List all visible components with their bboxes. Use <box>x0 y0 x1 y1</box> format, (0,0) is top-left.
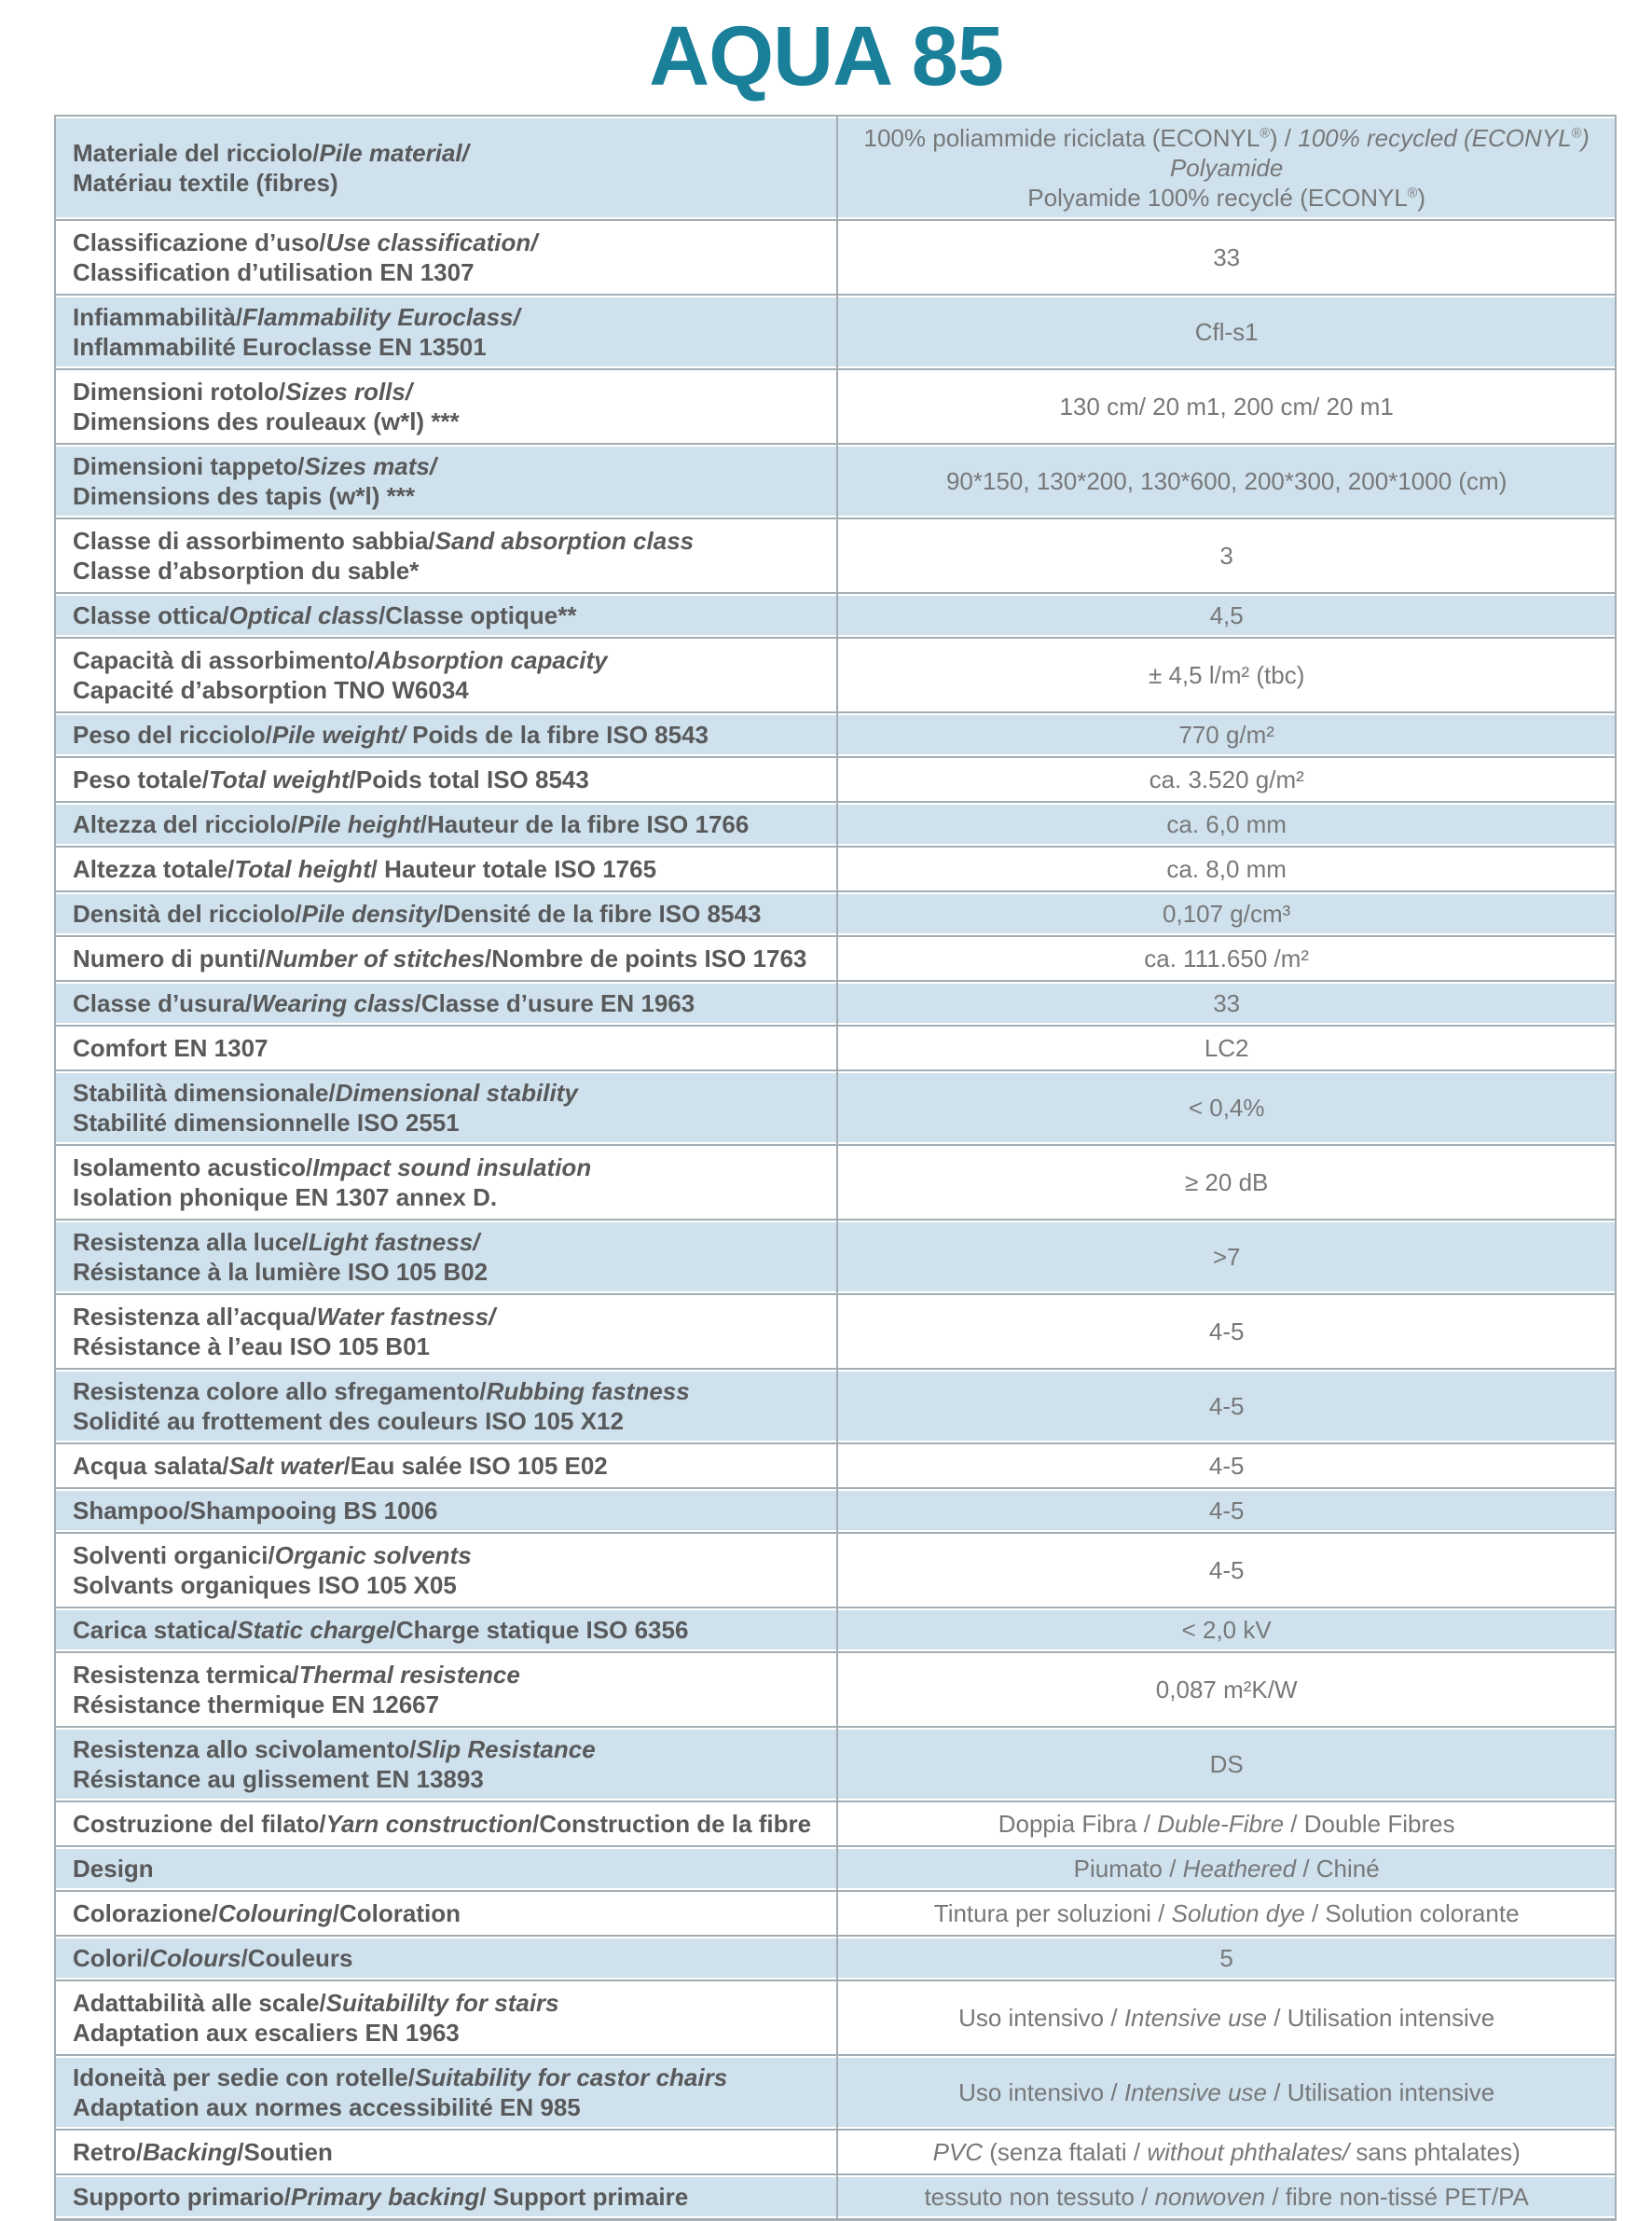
row-label <box>56 1146 838 1219</box>
table-row <box>56 2054 1615 2129</box>
row-value-line: 33 <box>1213 989 1241 1017</box>
row-label-line: Shampoo/Shampooing BS 1006 <box>73 1497 438 1524</box>
table-row <box>56 1726 1615 1800</box>
row-label <box>56 1071 838 1144</box>
row-value <box>838 982 1615 1025</box>
row-value-line: Uso intensivo / Intensive use / Utilisation intensive <box>958 2004 1495 2032</box>
row-label-line: Adattabilità alle scale/Suitabililty for stairs <box>73 1989 559 2017</box>
row-label-line: Classificazione d’uso/Use classification/ <box>73 228 538 256</box>
row-value-line: 4-5 <box>1208 1497 1245 1524</box>
table-row <box>56 1487 1615 1532</box>
page-title: AQUA 85 <box>649 10 1003 103</box>
row-label <box>56 445 838 517</box>
row-value <box>838 1444 1615 1487</box>
row-label-line: Inflammabilité Euroclasse EN 13501 <box>73 333 487 361</box>
row-value-line: ca. 6,0 mm <box>1166 810 1287 838</box>
row-value-line: ca. 8,0 mm <box>1166 855 1287 883</box>
row-value-line: 130 cm/ 20 m1, 200 cm/ 20 m1 <box>1059 393 1394 421</box>
table-row <box>56 117 1615 219</box>
row-label-line: Idoneità per sedie con rotelle/Suitability for castor chairs <box>73 2063 728 2091</box>
row-value <box>838 2056 1615 2129</box>
row-label <box>56 1608 838 1651</box>
table-row <box>56 846 1615 890</box>
row-label-line: Classe d’usura/Wearing class/Classe d’usure EN 1963 <box>73 989 695 1017</box>
row-label-line: Colori/Colours/Couleurs <box>73 1944 353 1972</box>
row-label <box>56 117 838 219</box>
table-row <box>56 1651 1615 1726</box>
row-value <box>838 1071 1615 1144</box>
row-label <box>56 1937 838 1980</box>
row-value <box>838 1608 1615 1651</box>
row-value-line: >7 <box>1212 1243 1241 1271</box>
row-label-line: Classe di assorbimento sabbia/Sand absorption class <box>73 527 695 555</box>
row-value-line: 0,107 g/cm³ <box>1163 900 1291 928</box>
row-value-line: 4-5 <box>1208 1392 1245 1420</box>
row-label <box>56 1295 838 1368</box>
row-label-line: Stabilité dimensionnelle ISO 2551 <box>73 1109 460 1137</box>
table-row <box>56 1607 1615 1651</box>
table-row <box>56 1980 1615 2054</box>
row-value <box>838 848 1615 890</box>
row-label-line: Capacità di assorbimento/Absorption capacity <box>73 646 608 674</box>
row-value <box>838 1370 1615 1442</box>
row-value <box>838 1534 1615 1607</box>
row-value <box>838 2131 1615 2173</box>
row-label-line: Solidité au frottement des couleurs ISO 105 X12 <box>73 1407 624 1435</box>
row-value-line: 4-5 <box>1208 1556 1245 1584</box>
row-value <box>838 1146 1615 1219</box>
row-value-line: 4-5 <box>1208 1452 1245 1480</box>
row-label-line: Solventi organici/Organic solvents <box>73 1541 472 1569</box>
row-value <box>838 296 1615 368</box>
row-value-line: LC2 <box>1204 1034 1249 1062</box>
row-label <box>56 1728 838 1800</box>
table-row <box>56 1219 1615 1293</box>
row-value <box>838 445 1615 517</box>
row-label <box>56 2175 838 2218</box>
table-row <box>56 756 1615 801</box>
row-label-line: Dimensions des tapis (w*l) *** <box>73 482 415 510</box>
row-value-line: < 2,0 kV <box>1181 1616 1272 1644</box>
row-label-line: Altezza totale/Total height/ Hauteur totale ISO 1765 <box>73 855 657 883</box>
row-label-line: Altezza del ricciolo/Pile height/Hauteur de la fibre ISO 1766 <box>73 810 750 838</box>
row-label-line: Materiale del ricciolo/Pile material/ <box>73 139 469 167</box>
table-row <box>56 1368 1615 1442</box>
table-row <box>56 2173 1615 2218</box>
row-label-line: Capacité d’absorption TNO W6034 <box>73 676 469 704</box>
row-label <box>56 937 838 980</box>
row-value-line: DS <box>1209 1750 1244 1778</box>
row-label-line: Stabilità dimensionale/Dimensional stability <box>73 1079 578 1107</box>
row-label <box>56 1981 838 2054</box>
row-value <box>838 1802 1615 1845</box>
row-value <box>838 1489 1615 1532</box>
row-label-line: Dimensioni tappeto/Sizes mats/ <box>73 452 437 480</box>
row-label <box>56 848 838 890</box>
table-row <box>56 1442 1615 1487</box>
row-value <box>838 1847 1615 1890</box>
row-value <box>838 713 1615 756</box>
row-label-line: Isolamento acustico/Impact sound insulation <box>73 1153 592 1181</box>
row-label <box>56 2056 838 2129</box>
row-label-line: Classe ottica/Optical class/Classe optique** <box>73 601 577 629</box>
row-value <box>838 639 1615 711</box>
row-value-line: 770 g/m² <box>1178 721 1274 749</box>
row-label-line: Infiammabilità/Flammability Euroclass/ <box>73 303 520 331</box>
row-value <box>838 1728 1615 1800</box>
row-label-line: Acqua salata/Salt water/Eau salée ISO 105 E02 <box>73 1452 608 1480</box>
table-row <box>56 1293 1615 1368</box>
row-label <box>56 2131 838 2173</box>
table-row <box>56 890 1615 935</box>
row-label-line: Matériau textile (fibres) <box>73 169 338 197</box>
row-value <box>838 117 1615 219</box>
row-label <box>56 1653 838 1726</box>
row-label-line: Retro/Backing/Soutien <box>73 2138 333 2166</box>
row-value-line: 0,087 m²K/W <box>1155 1676 1298 1704</box>
row-value <box>838 937 1615 980</box>
table-row <box>56 368 1615 443</box>
row-label <box>56 221 838 294</box>
row-label-line: Dimensions des rouleaux (w*l) *** <box>73 407 460 435</box>
row-value <box>838 370 1615 443</box>
row-label <box>56 1847 838 1890</box>
row-value <box>838 2175 1615 2218</box>
row-label-line: Densità del ricciolo/Pile density/Densité de la fibre ISO 8543 <box>73 900 762 928</box>
row-value <box>838 1981 1615 2054</box>
row-value <box>838 803 1615 846</box>
row-value <box>838 1027 1615 1069</box>
table-row <box>56 1890 1615 1935</box>
row-label-line: Résistance à la lumière ISO 105 B02 <box>73 1258 489 1286</box>
table-row <box>56 219 1615 294</box>
row-value <box>838 221 1615 294</box>
row-value-line: Cfl-s1 <box>1194 318 1259 346</box>
row-value-line: ca. 3.520 g/m² <box>1149 766 1304 793</box>
row-value-line: Piumato / Heathered / Chiné <box>1073 1855 1380 1883</box>
row-value <box>838 519 1615 592</box>
row-label-line: Peso totale/Total weight/Poids total ISO 8543 <box>73 766 589 793</box>
row-label <box>56 1370 838 1442</box>
row-value <box>838 1221 1615 1293</box>
row-value <box>838 892 1615 935</box>
row-value-line: < 0,4% <box>1188 1094 1265 1122</box>
row-value-line: 33 <box>1213 243 1241 271</box>
table-row <box>56 711 1615 756</box>
row-label <box>56 1489 838 1532</box>
row-label-line: Comfort EN 1307 <box>73 1034 268 1062</box>
row-value-line: Uso intensivo / Intensive use / Utilisation intensive <box>958 2078 1495 2106</box>
row-value <box>838 1937 1615 1980</box>
row-value <box>838 758 1615 801</box>
table-row <box>56 1025 1615 1069</box>
row-label-line: Resistenza colore allo sfregamento/Rubbing fastness <box>73 1377 690 1405</box>
row-value <box>838 594 1615 637</box>
row-label-line: Adaptation aux normes accessibilité EN 985 <box>73 2093 581 2121</box>
row-value-line: 100% poliammide riciclata (ECONYL®) / 100% recycled (ECONYL®) Polyamide <box>863 124 1590 182</box>
row-label-line: Isolation phonique EN 1307 annex D. <box>73 1183 498 1211</box>
row-label-line: Resistenza termica/Thermal resistence <box>73 1661 520 1689</box>
row-label-line: Adaptation aux escaliers EN 1963 <box>73 2019 460 2047</box>
row-value-line: 4-5 <box>1208 1317 1245 1345</box>
table-row <box>56 1069 1615 1144</box>
row-value <box>838 1653 1615 1726</box>
table-row <box>56 801 1615 846</box>
row-label <box>56 803 838 846</box>
row-label <box>56 1802 838 1845</box>
table-row <box>56 517 1615 592</box>
row-label <box>56 296 838 368</box>
row-label-line: Dimensioni rotolo/Sizes rolls/ <box>73 378 413 406</box>
row-value-line: ≥ 20 dB <box>1184 1168 1269 1196</box>
row-value-line: Polyamide 100% recyclé (ECONYL®) <box>1027 184 1426 212</box>
row-value-line: PVC (senza ftalati / without phthalates/ sans phtalates) <box>932 2138 1521 2166</box>
row-value-line: 90*150, 130*200, 130*600, 200*300, 200*1000 (cm) <box>945 467 1507 495</box>
row-label-line: Solvants organiques ISO 105 X05 <box>73 1571 457 1599</box>
table-row <box>56 1800 1615 1845</box>
row-label-line: Resistenza alla luce/Light fastness/ <box>73 1228 480 1256</box>
row-label-line: Resistenza allo scivolamento/Slip Resistance <box>73 1735 596 1763</box>
row-value-line: 5 <box>1219 1944 1233 1972</box>
table-row <box>56 1532 1615 1607</box>
row-label-line: Numero di punti/Number of stitches/Nombre de points ISO 1763 <box>73 945 807 973</box>
row-label-line: Design <box>73 1855 154 1883</box>
row-label <box>56 713 838 756</box>
row-value-line: Tintura per soluzioni / Solution dye / Solution colorante <box>933 1899 1520 1927</box>
row-label-line: Colorazione/Colouring/Coloration <box>73 1899 461 1927</box>
row-label-line: Peso del ricciolo/Pile weight/ Poids de la fibre ISO 8543 <box>73 721 709 749</box>
row-value-line: 3 <box>1219 542 1233 570</box>
table-row <box>56 1935 1615 1980</box>
row-label-line: Résistance au glissement EN 13893 <box>73 1765 484 1793</box>
table-row <box>56 1144 1615 1219</box>
row-label-line: Résistance thermique EN 12667 <box>73 1690 440 1718</box>
row-label <box>56 1221 838 1293</box>
row-label <box>56 1534 838 1607</box>
row-label <box>56 594 838 637</box>
row-label <box>56 1892 838 1935</box>
row-label-line: Résistance à l’eau ISO 105 B01 <box>73 1332 430 1360</box>
row-label <box>56 758 838 801</box>
row-value-line: ca. 111.650 /m² <box>1144 945 1310 973</box>
row-label <box>56 1027 838 1069</box>
row-label-line: Supporto primario/Primary backing/ Support primaire <box>73 2183 689 2211</box>
row-label-line: Carica statica/Static charge/Charge statique ISO 6356 <box>73 1616 689 1644</box>
table-row <box>56 980 1615 1025</box>
row-label <box>56 639 838 711</box>
row-label <box>56 519 838 592</box>
table-row <box>56 2129 1615 2173</box>
row-label <box>56 982 838 1025</box>
row-value <box>838 1295 1615 1368</box>
row-value-line: Doppia Fibra / Duble-Fibre / Double Fibres <box>998 1810 1455 1838</box>
row-label <box>56 892 838 935</box>
row-label-line: Costruzione del filato/Yarn construction/Construction de la fibre <box>73 1810 812 1838</box>
row-label <box>56 1444 838 1487</box>
row-label-line: Resistenza all’acqua/Water fastness/ <box>73 1303 496 1331</box>
row-value-line: 4,5 <box>1209 601 1244 629</box>
row-value-line: ± 4,5 l/m² (tbc) <box>1148 661 1305 689</box>
table-row <box>56 935 1615 980</box>
row-label-line: Classe d’absorption du sable* <box>73 557 420 585</box>
table-row <box>56 592 1615 637</box>
row-label-line: Classification d’utilisation EN 1307 <box>73 258 475 286</box>
spec-table <box>54 115 1617 2221</box>
table-row <box>56 443 1615 517</box>
row-value <box>838 1892 1615 1935</box>
table-row <box>56 1845 1615 1890</box>
table-row <box>56 637 1615 711</box>
row-value-line: tessuto non tessuto / nonwoven / fibre non-tissé PET/PA <box>924 2183 1529 2211</box>
row-label <box>56 370 838 443</box>
table-row <box>56 294 1615 368</box>
